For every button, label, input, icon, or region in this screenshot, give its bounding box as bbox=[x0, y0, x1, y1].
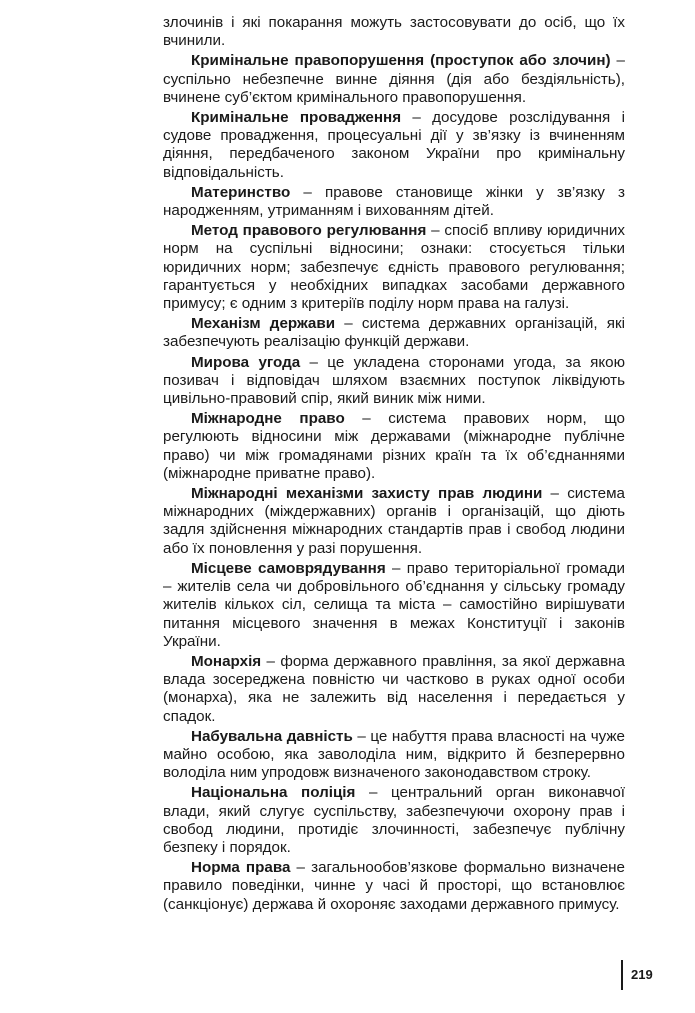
glossary-term: Материнство bbox=[191, 183, 291, 201]
glossary-entry bbox=[163, 485, 625, 558]
glossary-entry bbox=[163, 410, 625, 483]
glossary-entry bbox=[163, 315, 625, 351]
glossary-entry bbox=[163, 784, 625, 857]
glossary-term: Механізм держави bbox=[191, 315, 336, 333]
glossary-definition: – досудове розслідування і судове провадження, процесуальні дії у зв’язку із вчиненням діяння, передбаченого законом України про кримінальну відповідальність. bbox=[163, 109, 625, 181]
glossary-definition: – правове становище жінки у зв’язку з народженням, утриманням і вихованням дітей. bbox=[163, 183, 625, 220]
glossary-term: Кримінальне провадження bbox=[191, 109, 402, 127]
glossary-term: Монархія bbox=[191, 652, 262, 670]
continuation-paragraph: злочинів і які покарання можуть застосовувати до осіб, що їх вчинили. bbox=[163, 14, 625, 50]
glossary-entry bbox=[163, 859, 625, 914]
glossary-term: Набувальна давність bbox=[191, 727, 353, 745]
glossary-entry bbox=[163, 354, 625, 409]
glossary-term: Міжнародні механізми захисту прав людини bbox=[191, 485, 543, 503]
glossary-term: Метод правового регулювання bbox=[191, 222, 427, 240]
glossary-definition: – загальнообов’язкове формально визначене правило поведінки, чинне у часі й просторі, що встановлює (санкціонує) держава й охороняє заходами державного примусу. bbox=[163, 859, 625, 913]
glossary-entry bbox=[163, 653, 625, 726]
glossary-entry bbox=[163, 109, 625, 182]
glossary-term: Національна поліція bbox=[191, 784, 356, 802]
glossary-entry bbox=[163, 222, 625, 313]
glossary-definition: – центральний орган виконавчої влади, який слугує суспільству, забезпечуючи охорону прав і свобод людини, протидіє злочинності, забезпечує публічну безпеку і порядок. bbox=[163, 784, 625, 856]
glossary-definition: – система державних організацій, які забезпечують реалізацію функцій держави. bbox=[163, 315, 625, 351]
glossary-definition: – суспільно небезпечне винне діяння (дія або бездіяльність), вчинене суб’єктом кримінального правопорушення. bbox=[163, 52, 625, 106]
glossary-term: Норма права bbox=[191, 859, 291, 877]
glossary-entry bbox=[163, 560, 625, 651]
glossary-entry bbox=[163, 728, 625, 783]
glossary-definition: – система міжнародних (міждержавних) органів і організацій, що діють задля здійснення міжнародних стандартів прав і свобод людини або їх поновлення у разі порушення. bbox=[163, 485, 625, 557]
glossary-term: Місцеве самоврядування bbox=[191, 559, 386, 577]
page-number: 219 bbox=[621, 960, 653, 990]
glossary-definition: – це укладена сторонами угода, за якою позивач і відповідач шляхом взаємних поступок ліквідують цивільно-правовий спір, який виник між ними. bbox=[163, 353, 625, 408]
glossary-term: Міжнародне право bbox=[191, 410, 345, 428]
glossary-definition: – спосіб впливу юридичних норм на суспільні відносини; ознаки: стосується тільки юридичних норм; забезпечує єдність правового регулювання; гарантується у необхідних випадках засобами державного примусу; є одним з критеріїв поділу норм права на галузі. bbox=[163, 222, 625, 313]
glossary-entry bbox=[163, 52, 625, 107]
glossary-page bbox=[163, 14, 625, 916]
glossary-definition: – форма державного правління, за якої державна влада зосереджена повністю чи частково в руках одної особи (монарха), яка не залежить від населення і передається у спадок. bbox=[163, 652, 625, 725]
glossary-definition: – це набуття права власності на чуже майно особою, яка заволоділа ним, відкрито й безперервно володіла ним упродовж визначеного законодавством строку. bbox=[163, 727, 625, 782]
glossary-entry bbox=[163, 184, 625, 220]
glossary-term: Кримінальне правопорушення (проступок або злочин) bbox=[191, 52, 611, 70]
glossary-entries bbox=[163, 52, 625, 913]
glossary-definition: – система правових норм, що регулюють відносини між державами (міжнародне публічне право) чи між громадянами різних країн та їх об’єднаннями (міжнародне приватне право). bbox=[163, 410, 626, 482]
glossary-definition: – право територіальної громади – жителів села чи добровільного об’єднання у сільську громаду жителів кількох сіл, селища та міста – самостійно вирішувати питання місцевого значення в межах Конституції і законів України. bbox=[163, 559, 625, 650]
glossary-term: Мирова угода bbox=[191, 353, 301, 371]
